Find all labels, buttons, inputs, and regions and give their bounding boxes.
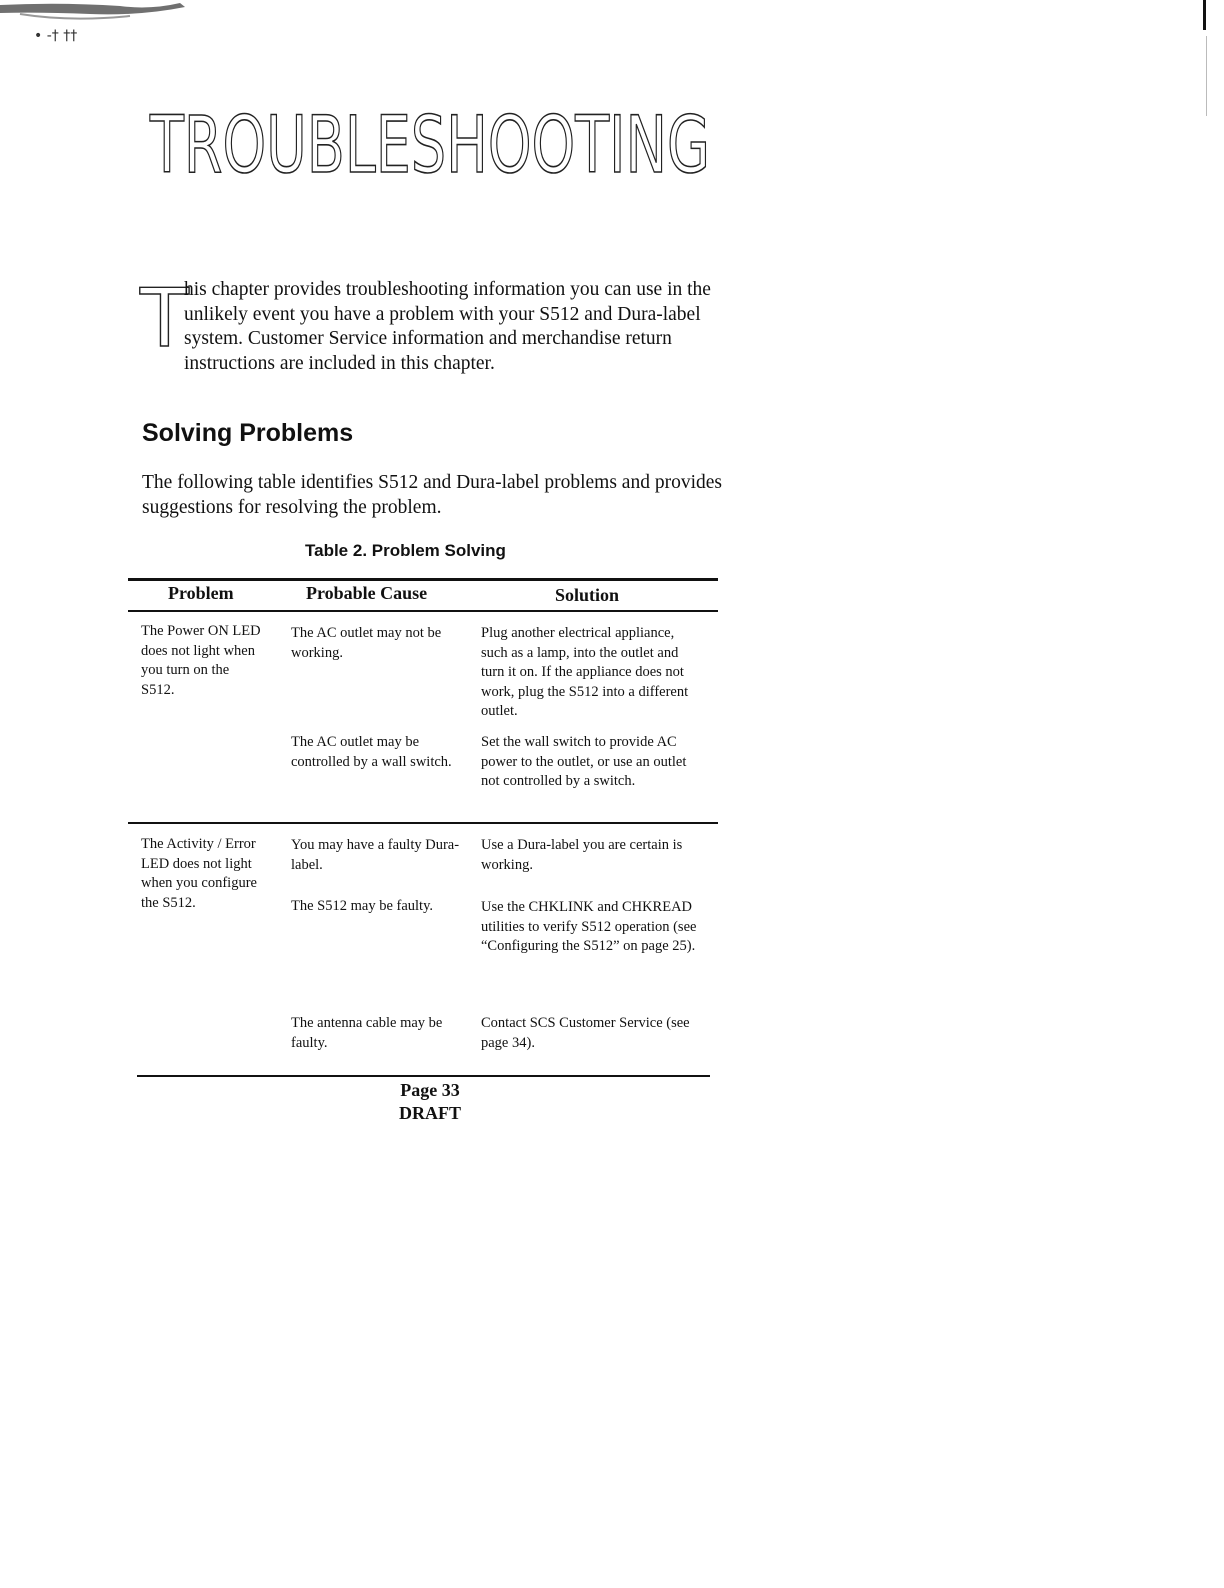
table-top-rule <box>128 578 718 581</box>
intro-text: his chapter provides troubleshooting information you can use in the unlikely event you have a problem with your S512 and Dura-label system. Customer Service information and merchandise return instructions are included in this chapter. <box>184 279 711 374</box>
solution-cell: Use a Dura-label you are certain is working. <box>481 837 683 873</box>
table-caption: Table 2. Problem Solving <box>305 541 506 560</box>
solution-cell: Set the wall switch to provide AC power to the outlet, or use an outlet not controlled by a switch. <box>481 734 687 789</box>
intro-paragraph <box>140 272 730 376</box>
svg-text:• ‑† ††: • ‑† †† <box>34 28 78 44</box>
cause-cell: The antenna cable may be faulty. <box>291 1015 443 1051</box>
problem-cell: The Power ON LED does not light when you turn on the S512. <box>141 623 261 698</box>
chapter-title-text: Troubleshooting <box>149 101 710 191</box>
header-probable-cause: Probable Cause <box>306 583 428 603</box>
solution-cell: Contact SCS Customer Service (see page 34). <box>481 1015 690 1051</box>
cause-cell: The AC outlet may be controlled by a wall switch. <box>291 734 452 770</box>
cause-cell: The AC outlet may not be working. <box>291 625 442 661</box>
table-group-rule <box>128 822 718 824</box>
cause-cell: The S512 may be faulty. <box>291 898 434 914</box>
draft-label: DRAFT <box>399 1103 461 1123</box>
scan-artifact <box>0 0 190 45</box>
drop-cap <box>140 272 189 365</box>
table-bottom-rule <box>137 1075 710 1077</box>
chapter-title <box>148 96 848 196</box>
section-heading: Solving Problems <box>142 419 354 447</box>
solution-cell: Use the CHKLINK and CHKREAD utilities to verify S512 operation (see “Configuring the S512” on page 25). <box>481 899 697 954</box>
scan-edge <box>1206 36 1207 116</box>
header-solution: Solution <box>555 585 620 605</box>
problem-cell: The Activity / Error LED does not light when you configure the S512. <box>141 836 257 911</box>
table-header-rule <box>128 610 718 612</box>
solution-cell: Plug another electrical appliance, such as a lamp, into the outlet and turn it on. If the appliance does not work, plug the S512 into a different outlet. <box>481 625 689 719</box>
cause-cell: You may have a faulty Dura-label. <box>291 837 460 873</box>
scan-edge <box>1203 0 1206 30</box>
header-problem: Problem <box>168 583 234 603</box>
section-text: The following table identifies S512 and Dura-label problems and provides suggestions for resolving the problem. <box>142 472 722 518</box>
page-number: Page 33 <box>400 1080 460 1100</box>
drop-cap-letter: T <box>140 272 189 365</box>
